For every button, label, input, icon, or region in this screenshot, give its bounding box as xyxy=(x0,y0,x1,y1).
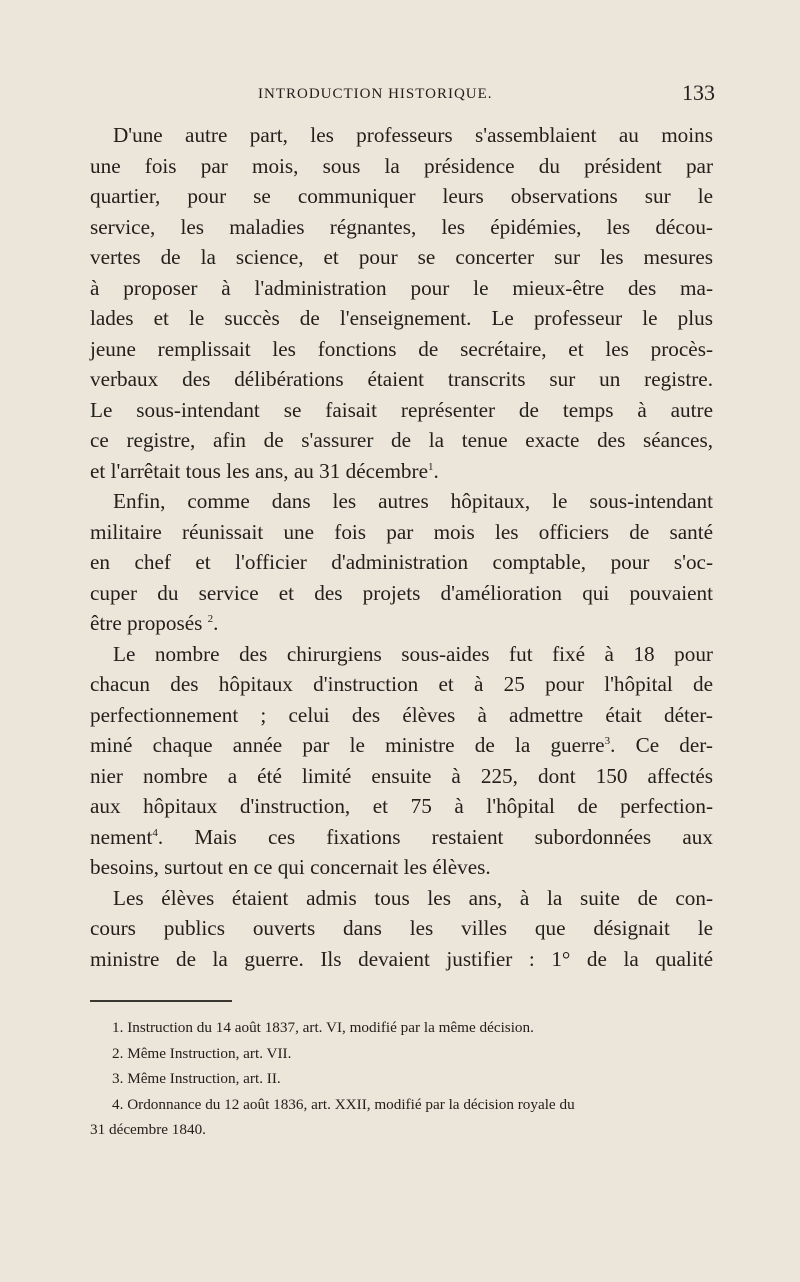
text-line: D'une autre part, les professeurs s'assemblaient au moins xyxy=(113,123,713,147)
page-header xyxy=(92,80,715,114)
footnote: 2. Même Instruction, art. VII. xyxy=(112,1044,292,1062)
running-title: INTRODUCTION HISTORIQUE. xyxy=(258,86,493,102)
footnote: 4. Ordonnance du 12 août 1836, art. XXII, modifié par la décision royale du xyxy=(112,1095,575,1113)
text-line: Le sous-intendant se faisait représenter de temps à autre xyxy=(90,397,713,422)
footnote: 31 décembre 1840. xyxy=(90,1121,206,1138)
text-line: lades et le succès de l'enseignement. Le professeur le plus xyxy=(90,306,713,330)
text-line: Le nombre des chirurgiens sous-aides fut fixé à 18 pour xyxy=(113,641,713,666)
footnote-rule xyxy=(90,1000,232,1002)
footnote: 3. Même Instruction, art. II. xyxy=(112,1070,281,1087)
body-text xyxy=(90,120,713,974)
text-line: une fois par mois, sous la présidence du président par xyxy=(90,153,713,178)
text-line: ministre de la guerre. Ils devaient justifier : 1° de la qualité xyxy=(90,946,713,971)
text-line: jeune remplissait les fonctions de secrétaire, et les procès- xyxy=(90,336,713,361)
text-line: en chef et l'officier d'administration comptable, pour s'oc- xyxy=(90,550,713,574)
text-line: chacun des hôpitaux d'instruction et à 25 pour l'hôpital de xyxy=(90,672,713,696)
text-line: cours publics ouverts dans les villes que désignait le xyxy=(90,916,713,940)
footnote: 1. Instruction du 14 août 1837, art. VI, modifié par la même décision. xyxy=(112,1019,534,1036)
text-line: cuper du service et des projets d'amélioration qui pouvaient xyxy=(90,580,713,605)
text-line: miné chaque année par le ministre de la guerre$^3$. Ce der- xyxy=(90,733,713,757)
footnote-ref: 1 xyxy=(427,460,434,473)
text-line: Les élèves étaient admis tous les ans, à la suite de con- xyxy=(113,885,713,910)
text-line: nement$^4$. Mais ces fixations restaient subordonnées aux xyxy=(90,824,713,849)
text-line: à proposer à l'administration pour le mieux-être des ma- xyxy=(90,275,713,300)
text-line: besoins, surtout en ce qui concernait les élèves. xyxy=(90,855,491,879)
text-line: quartier, pour se communiquer leurs observations sur le xyxy=(90,184,713,208)
footnote-ref: 4 xyxy=(152,826,158,839)
footnote-ref: 3 xyxy=(604,734,611,747)
text-line: vertes de la science, et pour se concerter sur les mesures xyxy=(90,245,713,269)
text-line: ce registre, afin de s'assurer de la tenue exacte des séances, xyxy=(90,428,713,452)
text-line: Enfin, comme dans les autres hôpitaux, le sous-intendant xyxy=(113,489,713,513)
text-line: être proposés $^2$. xyxy=(90,611,219,635)
text-line: verbaux des délibérations étaient transcrits sur un registre. xyxy=(90,367,713,391)
page-number: 133 xyxy=(682,80,715,105)
text-line: service, les maladies régnantes, les épidémies, les décou- xyxy=(90,214,713,239)
footnote-ref: 2 xyxy=(207,612,214,625)
footnotes xyxy=(90,1015,713,1143)
text-line: nier nombre a été limité ensuite à 225, dont 150 affectés xyxy=(90,763,713,788)
text-line: et l'arrêtait tous les ans, au 31 décembre$^1$. xyxy=(90,458,439,483)
text-line: perfectionnement ; celui des élèves à admettre était déter- xyxy=(90,702,713,727)
text-line: militaire réunissait une fois par mois les officiers de santé xyxy=(90,519,713,544)
text-line: aux hôpitaux d'instruction, et 75 à l'hôpital de perfection- xyxy=(90,794,713,818)
